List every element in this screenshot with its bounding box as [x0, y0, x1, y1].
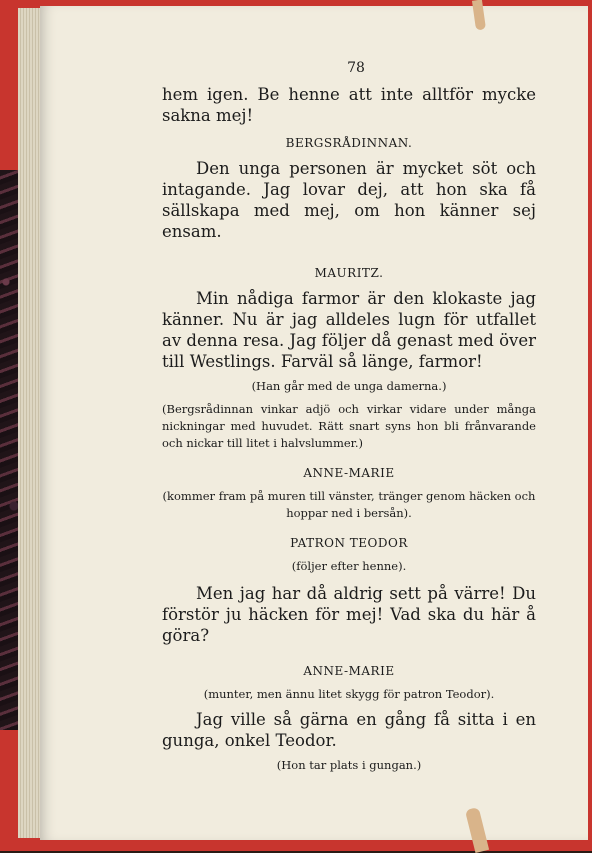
- stage-direction: (Hon tar plats i gungan.): [276, 758, 422, 772]
- speaker-name: PATRON TEODOR: [290, 536, 408, 550]
- stage-direction: (Han går med de unga damerna.): [251, 379, 447, 393]
- dialogue-line: Min nådiga farmor är den klokaste jag känner. Nu är jag alldeles lugn för utfallet av denna resa. Jag följer då genast med över till Westlings. Farväl så länge, farmor!: [162, 289, 537, 371]
- dialogue-line: Men jag har då aldrig sett på värre! Du förstör ju häcken för mej! Vad ska du här å göra?: [162, 584, 536, 645]
- dialogue-line: Den unga personen är mycket söt och intagande. Jag lovar dej, att hon ska få sällskapa med mej, om hon känner sej ensam.: [162, 159, 536, 241]
- stage-direction: (följer efter henne).: [291, 559, 407, 573]
- page-number: 78: [347, 60, 365, 76]
- speaker-name: ANNE-MARIE: [303, 466, 395, 480]
- stage-direction: (kommer fram på muren till vänster, tränger genom häcken och hoppar ned i bersån).: [162, 489, 536, 520]
- dialogue-line: hem igen. Be henne att inte alltför mycke sakna mej!: [162, 85, 536, 125]
- dialogue-line: Jag ville så gärna en gång få sitta i en gunga, onkel Teodor.: [162, 710, 536, 750]
- page-text: [162, 60, 536, 774]
- stage-direction: (munter, men ännu litet skygg för patron Teodor).: [203, 687, 495, 701]
- stage-direction: (Bergsrådinnan vinkar adjö och virkar vidare under många nickningar med huvudet. Rätt snart syns hon bli frånvarande och nickar till litet i halvslummer.): [162, 402, 536, 450]
- marbled-endpaper: [0, 170, 20, 730]
- speaker-name: BERGSRÅDINNAN.: [285, 136, 413, 150]
- speaker-name: ANNE-MARIE: [303, 664, 395, 678]
- speaker-name: MAURITZ.: [314, 266, 384, 280]
